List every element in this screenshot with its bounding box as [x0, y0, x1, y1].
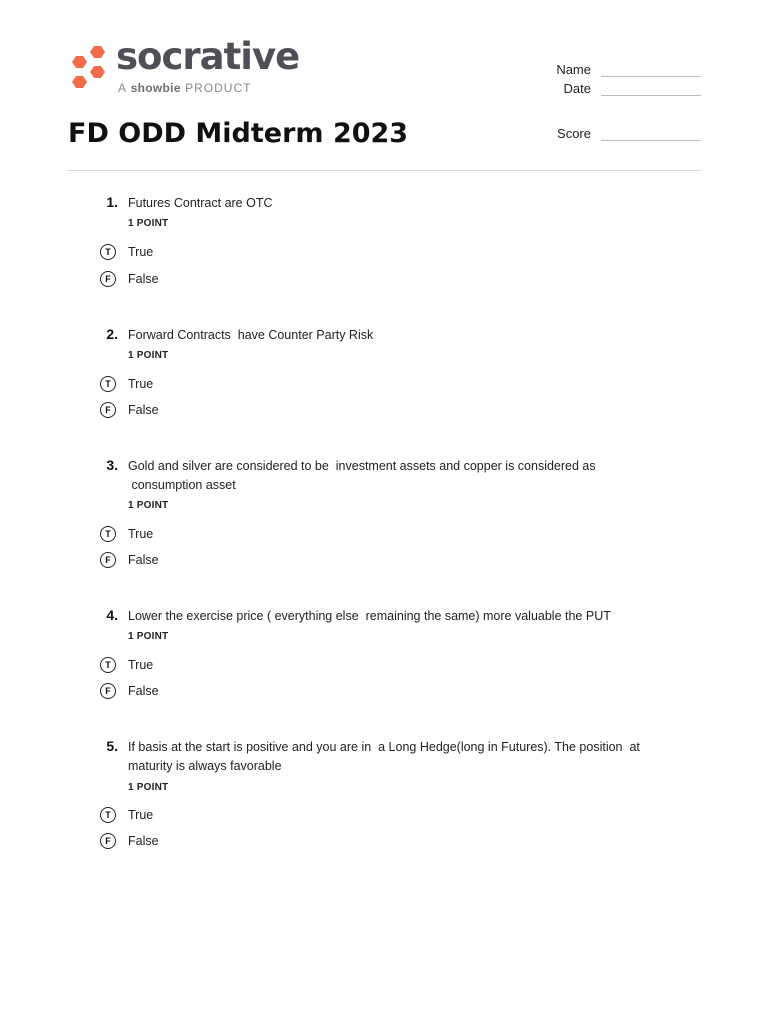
question-number: 3.	[106, 457, 118, 473]
question-text: Gold and silver are considered to be investment assets and copper is considered as consumption asset	[128, 459, 596, 492]
page-title: FD ODD Midterm 2023	[68, 118, 409, 149]
question-text: Forward Contracts have Counter Party Risk	[128, 328, 374, 342]
name-line[interactable]	[601, 76, 701, 77]
tagline-suffix: PRODUCT	[185, 81, 252, 95]
option-label: True	[128, 658, 154, 672]
score-field[interactable]	[541, 126, 701, 144]
false-circle-icon[interactable]: F	[100, 683, 116, 699]
option-label: False	[128, 403, 159, 417]
question-points: 1 POINT	[128, 631, 169, 642]
option-label: False	[128, 553, 159, 567]
question-points: 1 POINT	[128, 350, 169, 361]
true-circle-icon[interactable]: T	[100, 244, 116, 260]
question-points: 1 POINT	[128, 782, 169, 793]
question-number: 1.	[106, 194, 118, 210]
name-field[interactable]	[541, 62, 701, 80]
false-circle-icon[interactable]: F	[100, 833, 116, 849]
score-label: Score	[557, 126, 591, 141]
question-number: 2.	[106, 326, 118, 342]
name-label: Name	[556, 62, 591, 77]
true-circle-icon[interactable]: T	[100, 376, 116, 392]
option-label: False	[128, 834, 159, 848]
option-label: False	[128, 684, 159, 698]
question-text: Futures Contract are OTC	[128, 196, 273, 210]
header-divider	[68, 170, 701, 171]
question-text: If basis at the start is positive and you are in a Long Hedge(long in Futures). The position at maturity is always favorable	[128, 740, 640, 773]
tagline-brand: showbie	[130, 81, 181, 95]
brand-name: socrative	[116, 35, 300, 78]
socrative-logo-icon	[68, 44, 108, 96]
true-circle-icon[interactable]: T	[100, 526, 116, 542]
question-number: 4.	[106, 607, 118, 623]
option-label: False	[128, 272, 159, 286]
score-line[interactable]	[601, 140, 701, 141]
question-number: 5.	[106, 738, 118, 754]
false-circle-icon[interactable]: F	[100, 552, 116, 568]
date-label: Date	[563, 81, 591, 96]
question-points: 1 POINT	[128, 218, 169, 229]
tagline-prefix: A	[118, 81, 127, 95]
true-circle-icon[interactable]: T	[100, 807, 116, 823]
question-points: 1 POINT	[128, 500, 169, 511]
option-label: True	[128, 808, 154, 822]
true-circle-icon[interactable]: T	[100, 657, 116, 673]
option-label: True	[128, 245, 154, 259]
option-label: True	[128, 527, 154, 541]
date-line[interactable]	[601, 95, 701, 96]
false-circle-icon[interactable]: F	[100, 402, 116, 418]
option-label: True	[128, 377, 154, 391]
question-text: Lower the exercise price ( everything else remaining the same) more valuable the PUT	[128, 609, 611, 623]
brand-tagline	[118, 82, 251, 94]
date-field[interactable]	[541, 81, 701, 99]
false-circle-icon[interactable]: F	[100, 271, 116, 287]
